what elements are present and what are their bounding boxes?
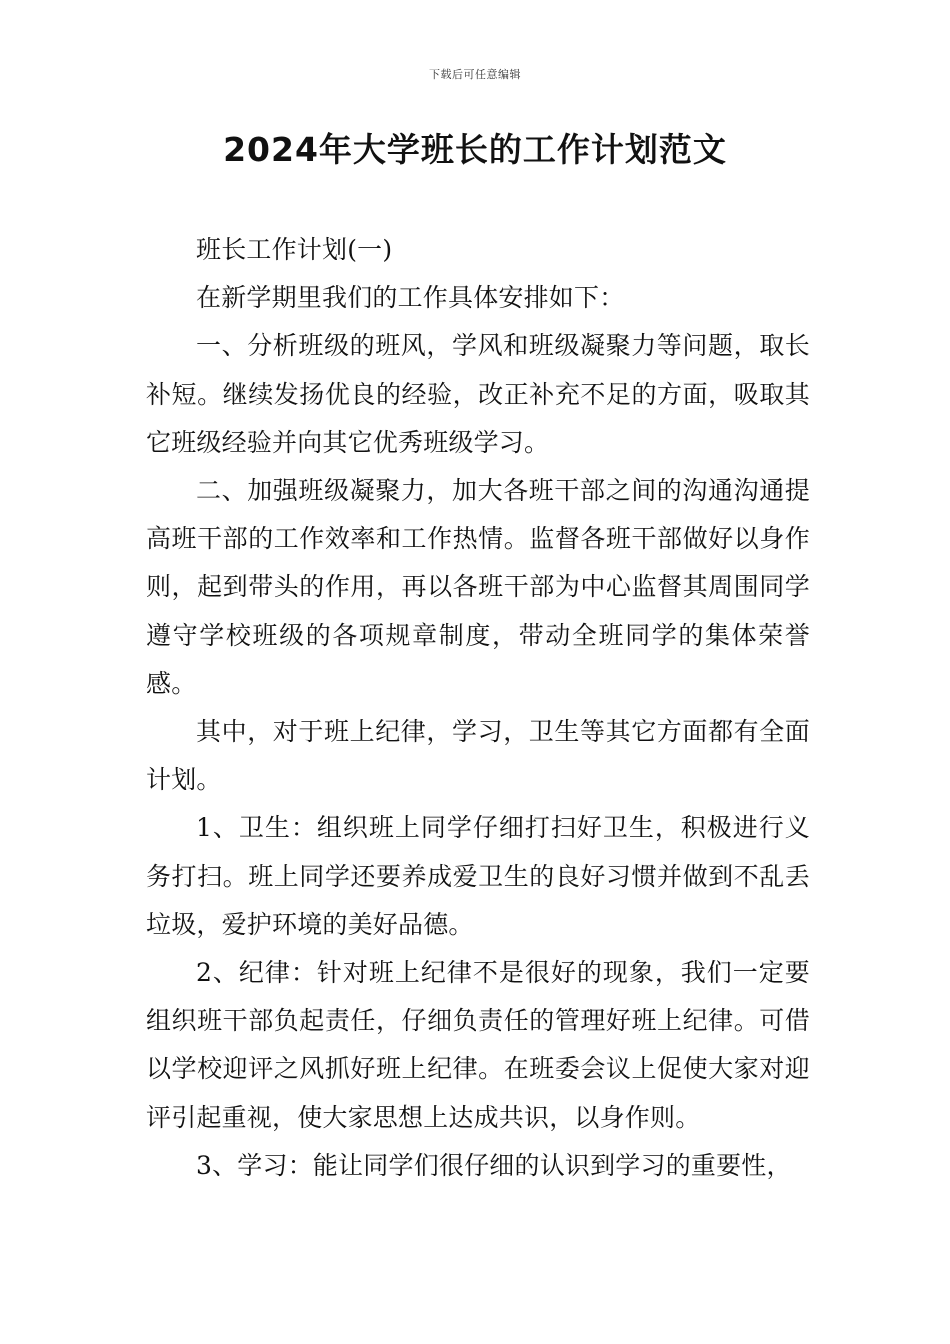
paragraph-overview: 其中，对于班上纪律，学习，卫生等其它方面都有全面计划。 xyxy=(146,717,810,795)
paragraph-intro: 在新学期里我们的工作具体安排如下： xyxy=(196,283,625,313)
paragraph-study: 3、学习：能让同学们很仔细的认识到学习的重要性， xyxy=(196,1150,792,1180)
paragraph-point-1: 一、分析班级的班风，学风和班级凝聚力等问题，取长补短。继续发扬优良的经验，改正补充不足的方面，吸取其它班级经验并向其它优秀班级学习。 xyxy=(146,331,810,457)
paragraph-discipline: 2、纪律：针对班上纪律不是很好的现象，我们一定要组织班干部负起责任，仔细负责任的管理好班上纪律。可借以学校迎评之风抓好班上纪律。在班委会议上促使大家对迎评引起重视，使大家思想上达成共识，以身作则。 xyxy=(146,958,810,1132)
document-title: 2024年大学班长的工作计划范文 xyxy=(223,130,727,169)
document-body xyxy=(146,226,810,1190)
paragraph-subtitle: 班长工作计划(一) xyxy=(196,235,393,264)
paragraph-point-2: 二、加强班级凝聚力，加大各班干部之间的沟通沟通提高班干部的工作效率和工作热情。监督各班干部做好以身作则，起到带头的作用，再以各班干部为中心监督其周围同学遵守学校班级的各项规章制度，带动全班同学的集体荣誉感。 xyxy=(146,476,810,698)
paragraph-hygiene: 1、卫生：组织班上同学仔细打扫好卫生，积极进行义务打扫。班上同学还要养成爱卫生的良好习惯并做到不乱丢垃圾，爱护环境的美好品德。 xyxy=(146,813,810,939)
header-note: 下载后可任意编辑 xyxy=(429,68,521,81)
